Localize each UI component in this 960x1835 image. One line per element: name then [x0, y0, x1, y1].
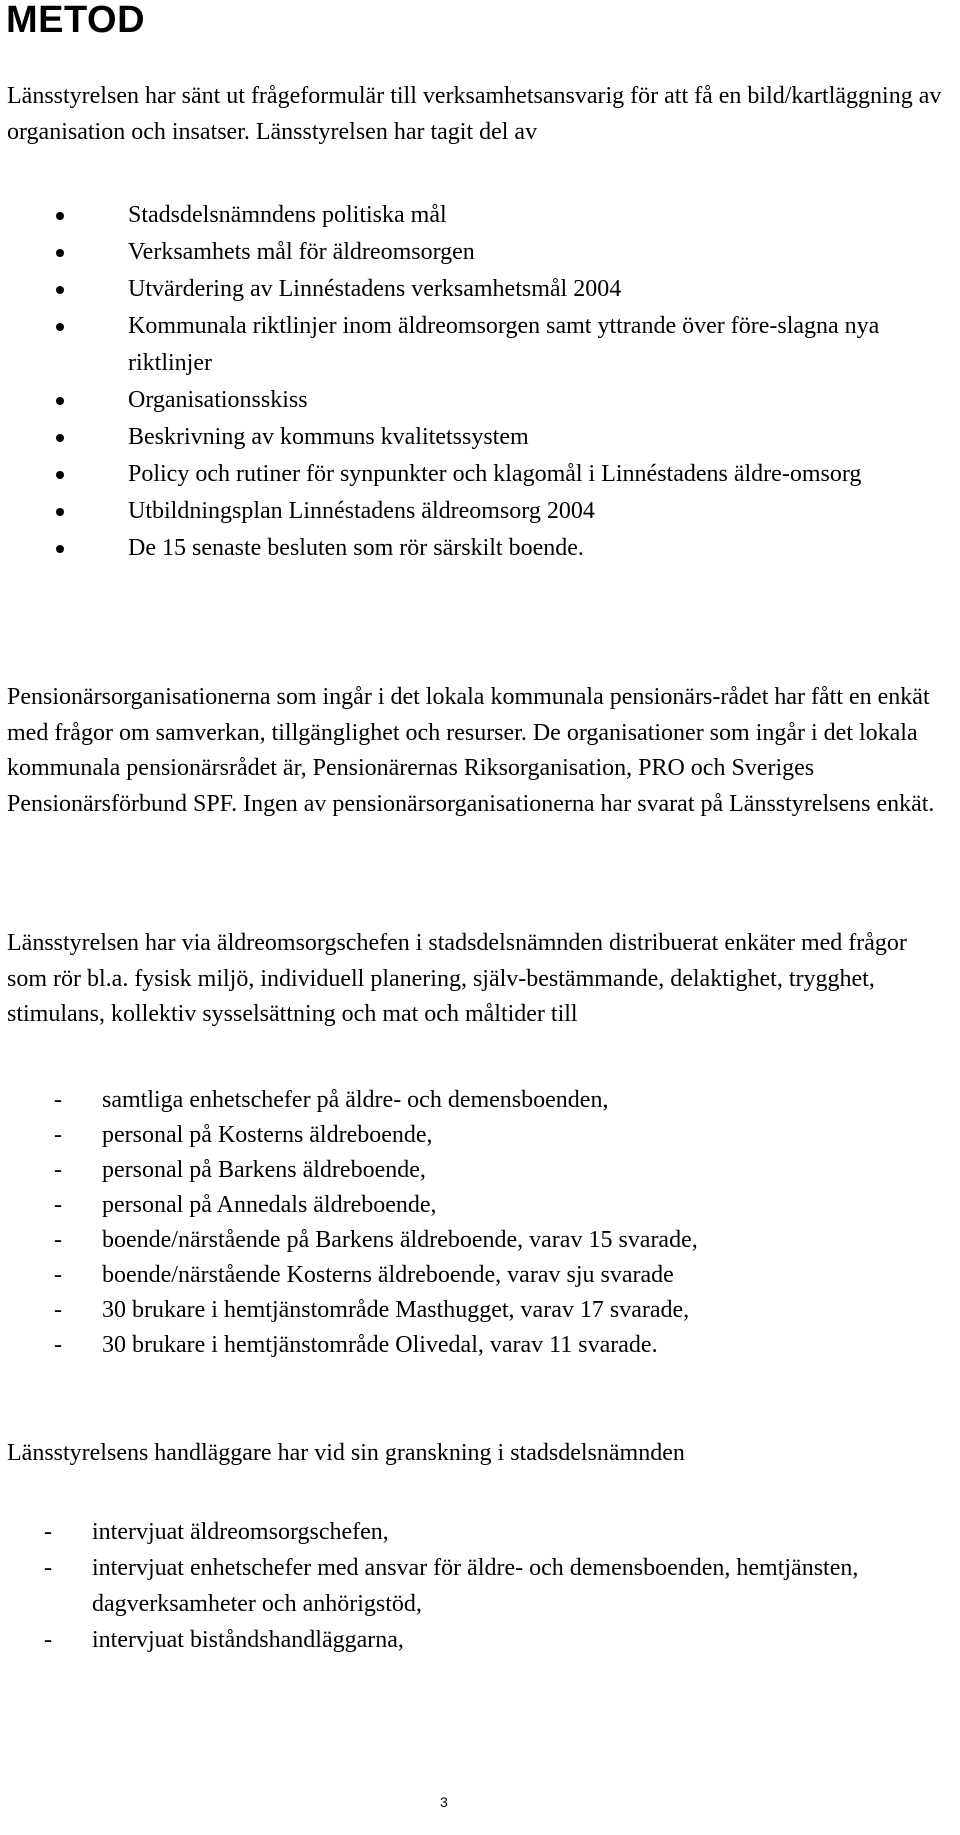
- list-item: - boende/närstående på Barkens äldreboende, varav 15 svarade,: [0, 1223, 698, 1258]
- dash-marker: -: [44, 1519, 52, 1545]
- list-item: - personal på Kosterns äldreboende,: [0, 1118, 698, 1153]
- list-item: - 30 brukare i hemtjänstområde Olivedal, varav 11 svarade.: [0, 1328, 698, 1363]
- page-number: 3: [440, 1794, 448, 1810]
- list-item: - 30 brukare i hemtjänstområde Masthugget, varav 17 svarade,: [0, 1293, 698, 1328]
- dash-marker: -: [54, 1122, 62, 1148]
- list-item: Policy och rutiner för synpunkter och klagomål i Linnéstadens äldre-omsorg: [0, 456, 950, 493]
- dash-marker: -: [44, 1555, 52, 1581]
- list-item: Utbildningsplan Linnéstadens äldreomsorg 2004: [0, 493, 950, 530]
- list-item: Verksamhets mål för äldreomsorgen: [0, 234, 950, 271]
- bullet-icon: [56, 434, 64, 442]
- documents-list: [0, 197, 950, 567]
- list-item: - intervjuat enhetschefer med ansvar för äldre- och demensboenden, hemtjänsten, dagverksamheter och anhörigstöd,: [0, 1550, 950, 1622]
- list-item: - personal på Barkens äldreboende,: [0, 1153, 698, 1188]
- bullet-icon: [56, 323, 64, 331]
- list-item: - samtliga enhetschefer på äldre- och demensboenden,: [0, 1083, 698, 1118]
- bullet-icon: [56, 286, 64, 294]
- bullet-icon: [56, 508, 64, 516]
- survey-paragraph: Länsstyrelsen har via äldreomsorgschefen i stadsdelsnämnden distribuerat enkäter med frågor som rör bl.a. fysisk miljö, individuell planering, själv-bestämmande, delaktighet, trygghet, stimulans, kollektiv sysselsättning och mat och måltider till: [7, 930, 907, 1027]
- interviews-list: [0, 1514, 950, 1658]
- list-item: Organisationsskiss: [0, 382, 950, 419]
- review-paragraph: Länsstyrelsens handläggare har vid sin granskning i stadsdelsnämnden: [7, 1440, 685, 1466]
- list-item: Kommunala riktlinjer inom äldreomsorgen samt yttrande över före-slagna nya riktlinjer: [0, 308, 950, 382]
- dash-marker: -: [54, 1192, 62, 1218]
- section-heading: METOD: [6, 0, 146, 41]
- list-item: Utvärdering av Linnéstadens verksamhetsmål 2004: [0, 271, 950, 308]
- bullet-icon: [56, 249, 64, 257]
- dash-marker: -: [54, 1157, 62, 1183]
- list-item: - personal på Annedals äldreboende,: [0, 1188, 698, 1223]
- list-item: Beskrivning av kommuns kvalitetssystem: [0, 419, 950, 456]
- list-item: De 15 senaste besluten som rör särskilt boende.: [0, 530, 950, 567]
- list-item: - intervjuat äldreomsorgschefen,: [0, 1514, 950, 1550]
- dash-marker: -: [54, 1262, 62, 1288]
- list-item: - intervjuat biståndshandläggarna,: [0, 1622, 950, 1658]
- intro-paragraph: Länsstyrelsen har sänt ut frågeformulär till verksamhetsansvarig för att få en bild/kartläggning av organisation och insatser. Länsstyrelsen har tagit del av: [7, 83, 942, 145]
- dash-marker: -: [44, 1627, 52, 1653]
- bullet-icon: [56, 397, 64, 405]
- dash-marker: -: [54, 1087, 62, 1113]
- dash-marker: -: [54, 1332, 62, 1358]
- dash-marker: -: [54, 1297, 62, 1323]
- bullet-icon: [56, 471, 64, 479]
- list-item: - boende/närstående Kosterns äldreboende, varav sju svarade: [0, 1258, 698, 1293]
- pensioner-organisations-paragraph: Pensionärsorganisationerna som ingår i det lokala kommunala pensionärs-rådet har fått en enkät med frågor om samverkan, tillgänglighet och resurser. De organisationer som ingår i det lokala kommunala pensionärsrådet är, Pensionärernas Riksorganisation, PRO och Sveriges Pensionärsförbund SPF. Ingen av pensionärsorganisationerna har svarat på Länsstyrelsens enkät.: [7, 684, 935, 817]
- dash-marker: -: [54, 1227, 62, 1253]
- bullet-icon: [56, 545, 64, 553]
- survey-recipients-list: [0, 1083, 698, 1363]
- bullet-icon: [56, 212, 64, 220]
- list-item: Stadsdelsnämndens politiska mål: [0, 197, 950, 234]
